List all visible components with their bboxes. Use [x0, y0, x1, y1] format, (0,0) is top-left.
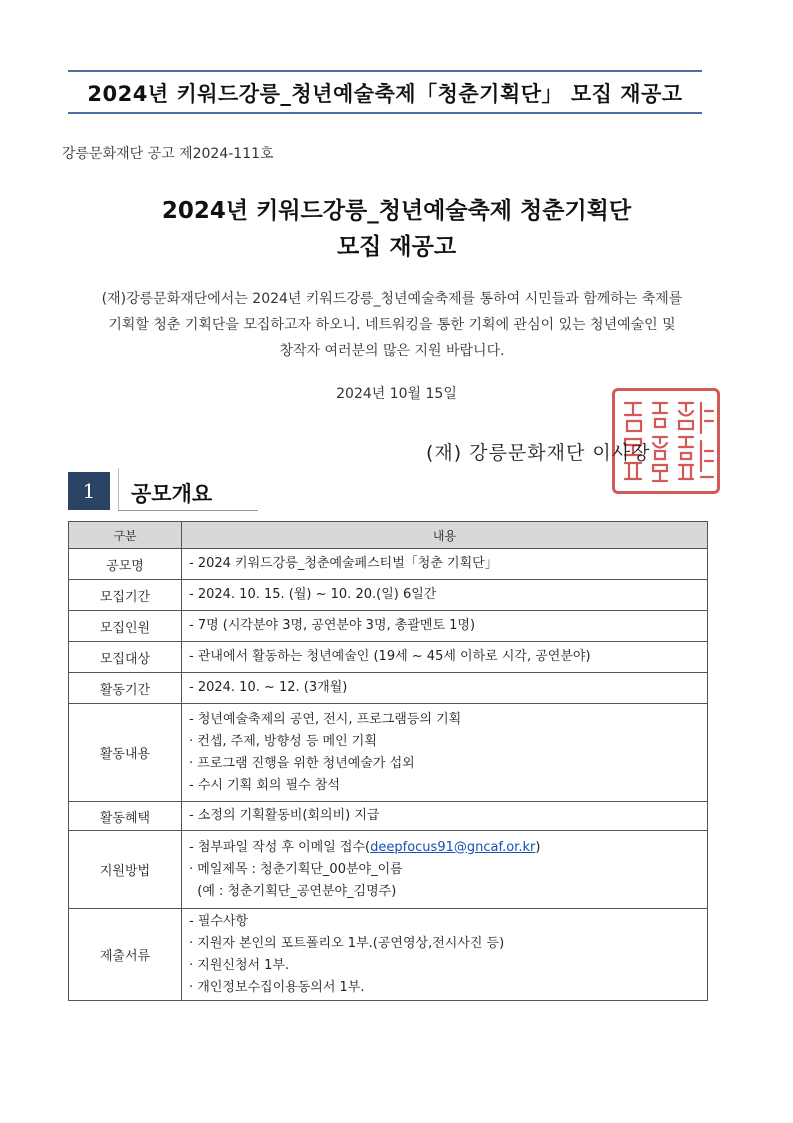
- overview-table: [68, 521, 708, 1001]
- issuer-name: (재) 강릉문화재단 이사장: [426, 442, 651, 464]
- row-label: 활동혜택: [69, 802, 182, 831]
- row-label: 모집인원: [69, 611, 182, 642]
- row-value: [182, 704, 708, 802]
- section-underline: [118, 510, 258, 511]
- row-value: [182, 831, 708, 909]
- value-line: - 소정의 기획활동비(회의비) 지급: [189, 808, 380, 823]
- intro-line: 창작자 여러분의 많은 지원 바랍니다.: [279, 343, 505, 359]
- value-line: · 컨셉, 주제, 방향성 등 메인 기획: [189, 733, 377, 749]
- value-line: · 개인정보수집이용동의서 1부.: [189, 979, 365, 995]
- row-value: [182, 642, 708, 673]
- intro-line: 기획할 청춘 기획단을 모집하고자 하오니. 네트워킹을 통한 기획에 관심이 있는 청년예술인 및: [108, 317, 676, 333]
- header-title: 2024년 키워드강릉_청년예술축제「청춘기획단」 모집 재공고: [87, 82, 683, 106]
- row-value: [182, 580, 708, 611]
- value-line: (예 : 청춘기획단_공연분야_김명주): [189, 883, 397, 899]
- row-label: 모집기간: [69, 580, 182, 611]
- value-text: - 첨부파일 작성 후 이메일 접수(: [189, 839, 371, 855]
- value-line: · 지원신청서 1부.: [189, 957, 290, 973]
- row-label: 지원방법: [69, 831, 182, 909]
- row-value: [182, 549, 708, 580]
- row-value: [182, 802, 708, 831]
- value-line: - 관내에서 활동하는 청년예술인 (19세 ~ 45세 이하로 시각, 공연분야): [189, 649, 591, 664]
- value-line: - 청년예술축제의 공연, 전시, 프로그램등의 기획: [189, 711, 462, 727]
- notice-date: 2024년 10월 15일: [336, 386, 457, 402]
- intro-line: (재)강릉문화재단에서는 2024년 키워드강릉_청년예술축제를 통하여 시민들과 함께하는 축제를: [101, 291, 683, 307]
- row-label: 활동내용: [69, 704, 182, 802]
- table-header-cell: 구분: [69, 522, 182, 549]
- value-line: - 수시 기획 회의 필수 참석: [189, 777, 340, 793]
- table-row: [69, 611, 708, 642]
- table-header-cell: 내용: [182, 522, 708, 549]
- value-line: - 2024. 10. ~ 12. (3개월): [189, 680, 348, 695]
- email-link[interactable]: deepfocus91@gncaf.or.kr: [370, 839, 536, 855]
- value-line: - 2024. 10. 15. (월) ~ 10. 20.(일) 6일간: [189, 587, 437, 602]
- intro-paragraph: [74, 286, 710, 364]
- row-value: [182, 909, 708, 1001]
- row-value: [182, 673, 708, 704]
- value-line: - 7명 (시각분야 3명, 공연분야 3명, 총괄멘토 1명): [189, 618, 476, 633]
- value-line: · 메일제목 : 청춘기획단_00분야_이름: [189, 861, 403, 877]
- section-title: 공모개요: [131, 482, 213, 506]
- row-label: 제출서류: [69, 909, 182, 1001]
- header-top-line: [68, 70, 702, 72]
- section-number-badge: 1: [68, 472, 110, 510]
- main-title-line1: 2024년 키워드강릉_청년예술축제 청춘기획단: [161, 198, 632, 224]
- row-value: [182, 611, 708, 642]
- value-line: [189, 837, 707, 859]
- table-row: [69, 673, 708, 704]
- row-label: 공모명: [69, 549, 182, 580]
- header-bottom-line: [68, 112, 702, 114]
- section-divider: [118, 468, 119, 510]
- table-row: [69, 909, 708, 1001]
- notice-number: 강릉문화재단 공고 제2024-111호: [62, 146, 274, 162]
- table-row: [69, 802, 708, 831]
- table-row: [69, 580, 708, 611]
- main-title-line2: 모집 재공고: [336, 234, 457, 260]
- row-label: 활동기간: [69, 673, 182, 704]
- row-label: 모집대상: [69, 642, 182, 673]
- table-row: [69, 549, 708, 580]
- value-line: - 2024 키워드강릉_청춘예술페스티벌「청춘 기획단」: [189, 556, 498, 571]
- value-text: ): [535, 839, 541, 855]
- value-line: · 지원자 본인의 포트폴리오 1부.(공연영상,전시사진 등): [189, 935, 505, 951]
- value-line: - 필수사항: [189, 913, 249, 929]
- table-row: [69, 704, 708, 802]
- table-header-row: [69, 522, 708, 549]
- table-row: [69, 831, 708, 909]
- value-line: · 프로그램 진행을 위한 청년예술가 섭외: [189, 755, 415, 771]
- table-row: [69, 642, 708, 673]
